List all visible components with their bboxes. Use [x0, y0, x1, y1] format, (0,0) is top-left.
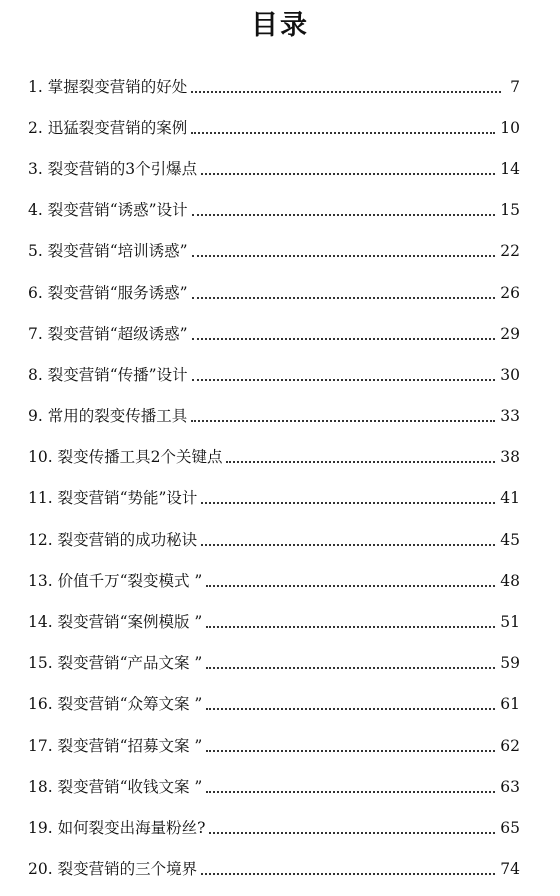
- toc-entry-page-number: 38: [500, 448, 520, 467]
- toc-entry-label: 13. 价值千万“裂变模式 ”: [28, 571, 203, 590]
- toc-dot-leader: [209, 832, 495, 834]
- toc-entry-page-number: 61: [500, 695, 520, 714]
- toc-entry: [28, 849, 520, 890]
- toc-entry-label: 18. 裂变营销“收钱文案 ”: [28, 777, 203, 796]
- toc-entry: [28, 313, 520, 354]
- toc-dot-leader: [206, 791, 495, 793]
- toc-entry-label: 16. 裂变营销“众筹文案 ”: [28, 695, 203, 714]
- toc-entry: [28, 725, 520, 766]
- toc-dot-leader: [192, 214, 496, 216]
- toc-entry: [28, 272, 520, 313]
- toc-entry-page-number: 30: [500, 365, 520, 384]
- toc-entry-label: 12. 裂变营销的成功秘诀: [28, 530, 198, 549]
- page-title: 目录: [251, 10, 309, 41]
- toc-entry-label: 11. 裂变营销“势能”设计: [28, 489, 198, 508]
- toc-entry: [28, 148, 520, 189]
- toc-dot-leader: [192, 297, 496, 299]
- toc-entry-page-number: 22: [500, 242, 520, 261]
- toc-entry-label: 5. 裂变营销“培训诱惑”: [28, 242, 188, 261]
- toc-entry: [28, 66, 520, 107]
- toc-entry-label: 20. 裂变营销的三个境界: [28, 860, 198, 879]
- toc-entry: [28, 807, 520, 848]
- toc-entry: [28, 437, 520, 478]
- toc-dot-leader: [226, 461, 495, 463]
- toc-entry: [28, 766, 520, 807]
- toc-entry-label: 9. 常用的裂变传播工具: [28, 407, 188, 426]
- toc-entry-page-number: 74: [500, 860, 520, 879]
- toc-dot-leader: [192, 338, 496, 340]
- toc-dot-leader: [206, 708, 495, 710]
- toc-entry-page-number: 65: [500, 818, 520, 837]
- toc-entry-label: 17. 裂变营销“招募文案 ”: [28, 736, 203, 755]
- toc-entry-page-number: 10: [500, 118, 520, 137]
- toc-entry-label: 14. 裂变营销“案例模版 ”: [28, 613, 203, 632]
- toc-entry-label: 15. 裂变营销“产品文案 ”: [28, 654, 203, 673]
- toc-entry: [28, 684, 520, 725]
- toc-entry-label: 10. 裂变传播工具2个关键点: [28, 448, 223, 467]
- toc-entry-page-number: 48: [500, 571, 520, 590]
- toc-dot-leader: [201, 173, 495, 175]
- toc-entry: [28, 560, 520, 601]
- toc-entry-page-number: 51: [500, 613, 520, 632]
- toc-entry-page-number: 33: [500, 407, 520, 426]
- toc-entry-page-number: 59: [500, 654, 520, 673]
- toc-dot-leader: [206, 626, 495, 628]
- toc-entry-label: 8. 裂变营销“传播”设计: [28, 365, 188, 384]
- toc-entry: [28, 519, 520, 560]
- toc-entry-page-number: 62: [500, 736, 520, 755]
- toc-entry-label: 7. 裂变营销“超级诱惑”: [28, 324, 188, 343]
- toc-entry-page-number: 26: [500, 283, 520, 302]
- toc-entry: [28, 643, 520, 684]
- toc-entry-label: 3. 裂变营销的3个引爆点: [28, 159, 198, 178]
- toc-dot-leader: [201, 544, 495, 546]
- toc-entry-page-number: 7: [510, 77, 520, 96]
- toc-dot-leader: [192, 255, 496, 257]
- toc-entry-page-number: 41: [500, 489, 520, 508]
- toc-entry: [28, 478, 520, 519]
- toc-entry-page-number: 63: [500, 777, 520, 796]
- toc-entry: [28, 231, 520, 272]
- toc-entry: [28, 107, 520, 148]
- toc-dot-leader: [192, 379, 496, 381]
- toc-entry-page-number: 45: [500, 530, 520, 549]
- toc-dot-leader: [206, 585, 495, 587]
- toc-entry: [28, 396, 520, 437]
- toc-dot-leader: [206, 667, 495, 669]
- toc-dot-leader: [201, 873, 495, 875]
- toc-dot-leader: [191, 91, 501, 93]
- toc-entry: [28, 190, 520, 231]
- toc-entry-page-number: 15: [500, 201, 520, 220]
- toc-entry-label: 19. 如何裂变出海量粉丝?: [28, 818, 206, 837]
- toc-dot-leader: [191, 132, 495, 134]
- toc-list: [28, 66, 520, 890]
- toc-entry: [28, 354, 520, 395]
- toc-dot-leader: [201, 502, 495, 504]
- toc-entry-page-number: 29: [500, 324, 520, 343]
- toc-entry-label: 6. 裂变营销“服务诱惑”: [28, 283, 188, 302]
- toc-entry-label: 4. 裂变营销“诱惑”设计: [28, 201, 188, 220]
- toc-dot-leader: [206, 750, 495, 752]
- toc-entry-page-number: 14: [500, 159, 520, 178]
- toc-entry: [28, 601, 520, 642]
- toc-dot-leader: [191, 420, 495, 422]
- toc-entry-label: 1. 掌握裂变营销的好处: [28, 77, 188, 96]
- toc-entry-label: 2. 迅猛裂变营销的案例: [28, 118, 188, 137]
